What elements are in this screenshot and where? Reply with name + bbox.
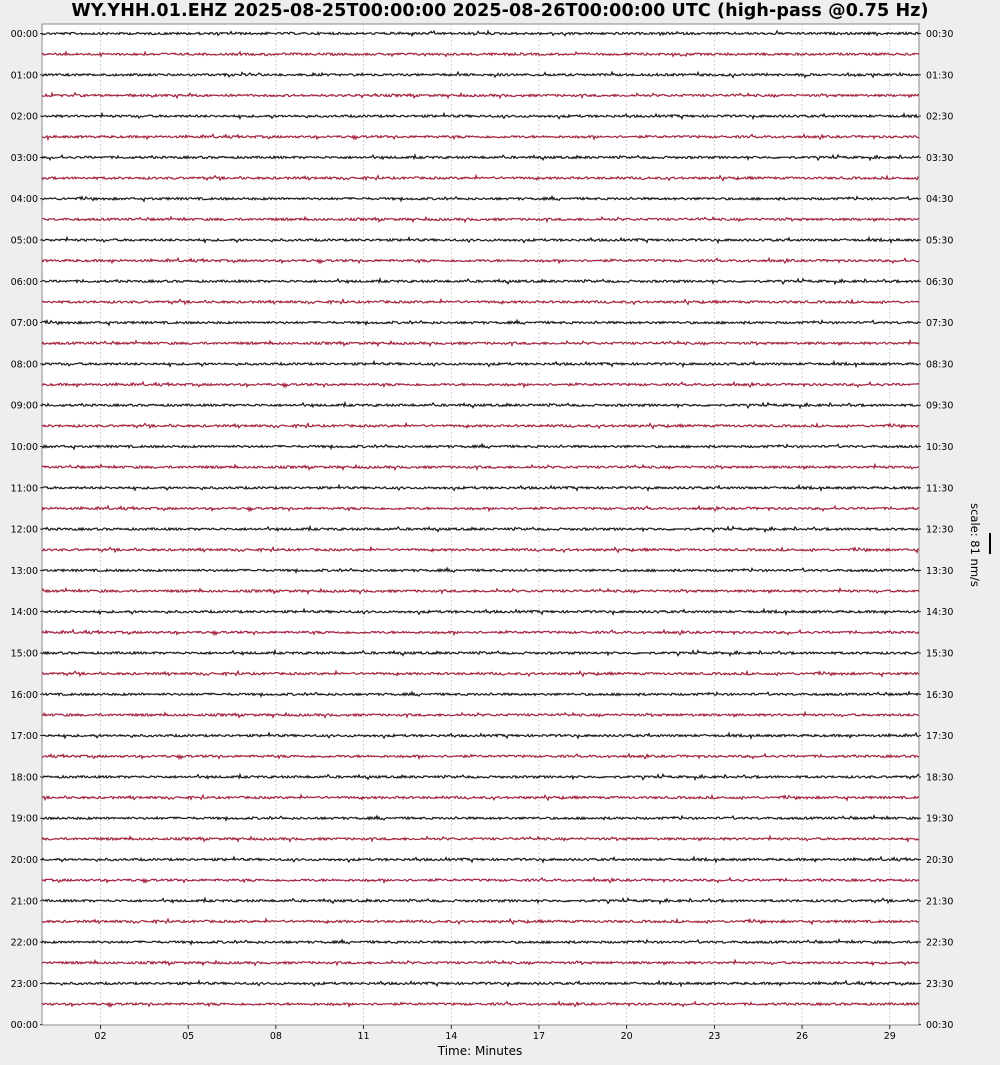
left-hour-label: 15:00 bbox=[10, 648, 38, 660]
right-hour-label: 11:30 bbox=[926, 483, 954, 495]
left-hour-label: 00:00 bbox=[10, 1020, 38, 1032]
right-hour-label: 12:30 bbox=[926, 524, 954, 536]
left-hour-label: 01:00 bbox=[10, 70, 38, 82]
right-hour-label: 17:30 bbox=[926, 731, 954, 743]
right-hour-label: 10:30 bbox=[926, 442, 954, 453]
right-hour-label: 16:30 bbox=[926, 689, 954, 701]
x-axis-ticks bbox=[94, 1025, 895, 1042]
right-hour-label: 19:30 bbox=[926, 813, 954, 825]
x-axis-label: Time: Minutes bbox=[437, 1044, 523, 1058]
right-hour-label: 15:30 bbox=[926, 648, 954, 660]
left-hour-label: 12:00 bbox=[10, 524, 38, 536]
right-hour-label: 20:30 bbox=[926, 855, 954, 866]
right-hour-labels bbox=[919, 29, 953, 1031]
left-hour-label: 23:00 bbox=[10, 978, 38, 990]
x-tick-label: 23 bbox=[708, 1031, 721, 1042]
chart-title: WY.YHH.01.EHZ 2025-08-25T00:00:00 2025-08-26T00:00:00 UTC (high-pass @0.75 Hz) bbox=[71, 1, 929, 21]
right-hour-label: 07:30 bbox=[926, 318, 954, 330]
x-tick-label: 14 bbox=[445, 1031, 458, 1042]
right-hour-label: 09:30 bbox=[926, 400, 954, 412]
x-tick-label: 29 bbox=[883, 1031, 896, 1042]
right-hour-label: 02:30 bbox=[926, 111, 954, 123]
left-hour-label: 06:00 bbox=[10, 276, 38, 288]
left-hour-label: 14:00 bbox=[10, 607, 38, 619]
left-hour-label: 08:00 bbox=[10, 359, 38, 371]
scale-label: scale: 81 nm/s bbox=[968, 503, 982, 587]
left-hour-label: 17:00 bbox=[10, 731, 38, 743]
plot-area bbox=[42, 24, 919, 1025]
right-hour-label: 14:30 bbox=[926, 607, 954, 619]
x-tick-label: 08 bbox=[269, 1031, 282, 1042]
left-hour-label: 20:00 bbox=[10, 855, 38, 866]
right-hour-label: 01:30 bbox=[926, 70, 954, 82]
left-hour-label: 03:00 bbox=[10, 152, 38, 164]
right-hour-label: 22:30 bbox=[926, 937, 954, 949]
x-tick-label: 20 bbox=[620, 1031, 633, 1042]
right-hour-label: 00:30 bbox=[926, 29, 954, 40]
left-hour-label: 02:00 bbox=[10, 111, 38, 123]
right-hour-label: 13:30 bbox=[926, 565, 954, 577]
right-hour-label: 03:30 bbox=[926, 152, 954, 164]
right-hour-label: 08:30 bbox=[926, 359, 954, 371]
x-tick-label: 17 bbox=[532, 1031, 546, 1042]
left-hour-label: 10:00 bbox=[10, 442, 38, 453]
left-hour-label: 22:00 bbox=[10, 937, 38, 949]
left-hour-label: 19:00 bbox=[10, 813, 38, 825]
x-tick-label: 02 bbox=[94, 1031, 107, 1042]
left-hour-label: 13:00 bbox=[10, 565, 38, 577]
x-tick-label: 05 bbox=[182, 1031, 195, 1042]
scale-bar bbox=[989, 533, 991, 554]
right-hour-label: 06:30 bbox=[926, 276, 954, 288]
left-hour-label: 07:00 bbox=[10, 318, 38, 330]
right-hour-label: 04:30 bbox=[926, 194, 954, 206]
right-hour-label: 23:30 bbox=[926, 978, 954, 990]
left-hour-label: 21:00 bbox=[10, 896, 38, 908]
right-hour-label: 21:30 bbox=[926, 896, 954, 908]
right-hour-label: 18:30 bbox=[926, 772, 954, 784]
left-hour-label: 00:00 bbox=[10, 29, 38, 40]
left-hour-label: 18:00 bbox=[10, 772, 38, 784]
x-tick-label: 11 bbox=[357, 1031, 370, 1042]
left-hour-labels bbox=[11, 29, 42, 1031]
left-hour-label: 16:00 bbox=[10, 689, 38, 701]
left-hour-label: 05:00 bbox=[10, 235, 38, 247]
x-tick-label: 26 bbox=[796, 1031, 809, 1042]
right-hour-label: 00:30 bbox=[926, 1020, 954, 1032]
right-hour-label: 05:30 bbox=[926, 235, 954, 247]
left-hour-label: 09:00 bbox=[10, 400, 38, 412]
left-hour-label: 11:00 bbox=[10, 483, 38, 495]
left-hour-label: 04:00 bbox=[10, 194, 38, 206]
